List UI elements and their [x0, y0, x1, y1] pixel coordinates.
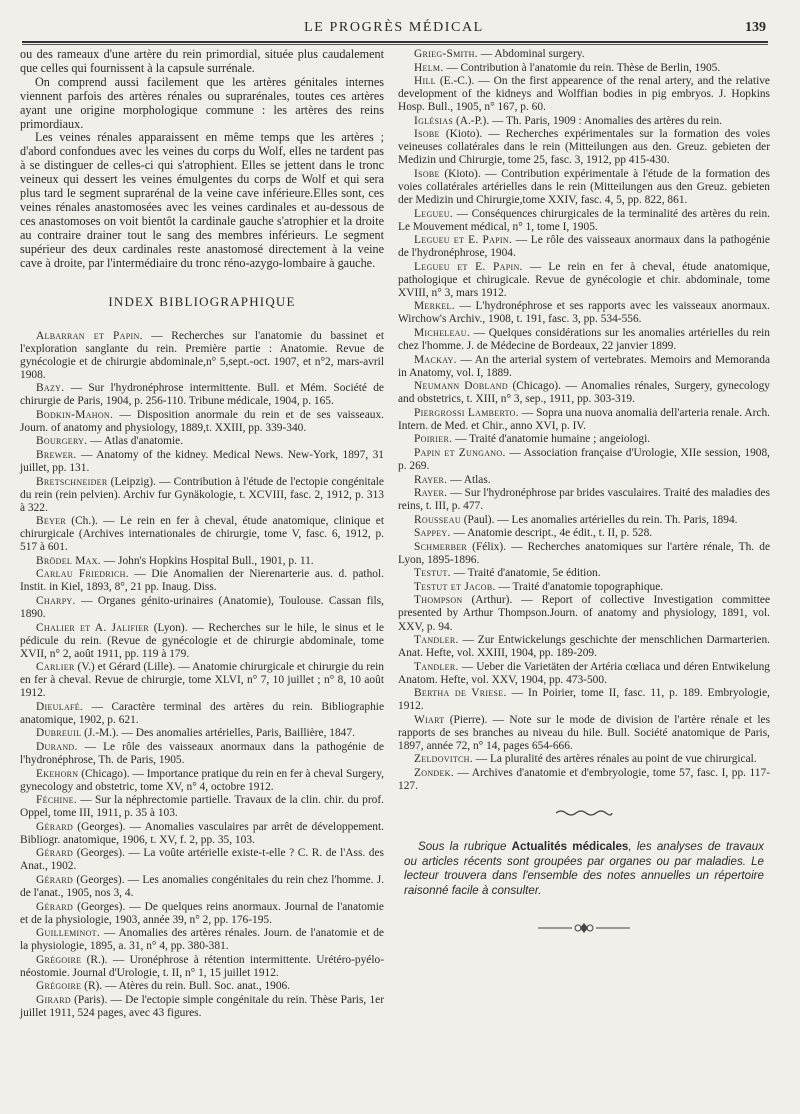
entry-author: Testut. — [414, 567, 451, 580]
entry-author: Brewer. — [36, 448, 77, 461]
bibliography-entry — [398, 75, 770, 114]
entry-text: — Le rein en fer à cheval, étude anatomique, pathologique et chirugicale. Revue de gynécologie et chir. abdominale, tome XVIII, n° 3, mars 1912. — [398, 260, 770, 299]
bibliography-entry — [398, 208, 770, 234]
bibliography-entry — [398, 753, 770, 766]
entry-text: — Anatomie descript., 4e édit., t. II, p. 528. — [450, 527, 653, 540]
entry-author: Schmerber — [414, 540, 468, 553]
bibliography-entry — [20, 874, 384, 900]
entry-author: Piergrossi Lamberto. — [414, 406, 519, 419]
bibliography-entry — [398, 261, 770, 300]
entry-text: — Caractère terminal des artères du rein. Bibliographie anatomique, 1902, p. 621. — [20, 700, 384, 726]
entry-text: — Le rôle des vaisseaux anormaux dans la pathogénie de l'hydronéphrose, 1904. — [398, 234, 770, 260]
entry-text: (V.) et Gérard (Lille). — Anatomie chirurgicale et chirurgie du rein en fer à cheval. Revue de chirurgie, tome XLVI, n° 7, 10 juillet ; n° 8, 10 août 1912. — [20, 661, 384, 700]
entry-text: — Sur l'hydronéphrose intermittente. Bull. et Mém. Société de chirurgie de Paris, 1904, p. 256-110. Tribune médicale, 1904, p. 165. — [20, 382, 384, 408]
bibliography-list-left — [20, 330, 384, 1020]
journal-title: LE PROGRÈS MÉDICAL — [304, 20, 484, 35]
bibliography-entry — [20, 449, 384, 475]
entry-text: (Arthur). — Report of collective Investigation committee presented by Arthur Thompson.Journ. of anatomy and physiology, 1891, vol. XXV, p. 94. — [398, 594, 770, 633]
bibliography-entry — [20, 794, 384, 820]
entry-author: Dubreuil — [36, 727, 82, 740]
entry-author: Sappey. — [414, 527, 451, 540]
entry-author: Micheleau. — [414, 326, 470, 339]
entry-author: Thompson — [414, 594, 463, 607]
entry-text: — Organes génito-urinaires (Anatomie), Toulouse. Cassan fils, 1890. — [20, 594, 384, 621]
entry-author: Isobe — [414, 128, 440, 141]
entry-text: (R.). — Uronéphrose à rétention intermittente. Urétéro-pyélo-néostomie. Journal d'Urologie, t. II, n° 1, 15 juillet 1912. — [20, 953, 384, 979]
bibliography-entry — [20, 515, 384, 554]
bibliography-entry — [398, 567, 770, 580]
bibliography-entry — [20, 382, 384, 408]
entry-text: (Paul). — Les anomalies artérielles du rein. Th. Paris, 1894. — [460, 513, 738, 526]
entry-text: — La pluralité des artères rénales au point de vue chirurgical. — [472, 753, 757, 766]
entry-author: Rayer. — [414, 487, 448, 500]
entry-text: — Disposition anormale du rein et de ses vaisseaux. Journ. of anatomy and physiology, 1889,t. XXIII, pp. 339-340. — [20, 408, 384, 434]
entry-author: Gérard — [36, 820, 74, 833]
bibliography-entry — [20, 980, 384, 993]
bibliography-entry — [398, 115, 770, 128]
entry-author: Legueu. — [414, 207, 454, 220]
body-paragraph: ou des rameaux d'une artère du rein primordial, située plus caudalement que celles qui fournissent à la capsule surrénale. — [20, 47, 384, 75]
entry-author: Bertha de Vriese. — [414, 687, 507, 700]
entry-text: (Chicago). — Anomalies rénales, Surgery, gynecology and obstetrics, t. XIII, n° 3, sep., 1911, pp. 303-319. — [398, 380, 770, 406]
entry-text: (Félix). — Recherches anatomiques sur l'artère rénale, Th. de Lyon, 1895-1896. — [398, 540, 770, 566]
entry-author: Beyer — [36, 515, 66, 528]
entry-text: (J.-M.). — Des anomalies artérielles, Paris, Baillière, 1847. — [81, 727, 355, 740]
entry-text: (Georges). — Les anomalies congénitales du rein chez l'homme. J. de l'anat., 1905, nos 3, 4. — [20, 873, 384, 900]
entry-text: — Traité d'anatomie, 5e édition. — [450, 567, 601, 580]
entry-author: Zondek. — [414, 767, 454, 780]
entry-author: Hill — [414, 75, 436, 88]
bibliography-entry — [20, 701, 384, 727]
entry-author: Iglésias — [414, 114, 454, 127]
entry-text: (Kioto). — Contribution expérimentale à l'étude de la formation des voies collatérales artérielles dans le rein (Mitteilungen aus den Greuz. gebieten der Medizin und Chirurgie,tome XXIV, fasc. 4, 5, pp. 822, 861. — [398, 167, 770, 207]
bibliography-entry — [20, 954, 384, 980]
note-text-after: , les analyses de travaux ou articles récents sont groupées par organes ou par maladies. Le lecteur trouvera dans l'ensemble des notes annuelles un répertoire raisonné facile à consulter. — [404, 840, 764, 897]
bibliography-entry — [398, 487, 770, 513]
entry-author: Neumann Dobland — [414, 380, 508, 393]
entry-author: Grieg-Smith. — [414, 48, 478, 60]
entry-author: Gérard — [36, 900, 74, 913]
entry-text: — Traité d'anatomie topographique. — [495, 580, 664, 593]
bibliography-entry — [20, 821, 384, 847]
entry-author: Gérard — [36, 873, 74, 886]
entry-author: Isobe — [414, 167, 440, 180]
entry-author: Legueu et E. Papin. — [414, 260, 523, 273]
bibliography-entry — [20, 741, 384, 767]
entry-author: Rousseau — [414, 513, 461, 526]
bibliography-entry — [20, 555, 384, 568]
entry-author: Grégoire — [36, 980, 82, 993]
bibliography-entry — [398, 300, 770, 326]
bibliography-entry — [398, 407, 770, 433]
entry-author: Bazy. — [36, 382, 65, 395]
entry-text: (Georges). — De quelques reins anormaux. Journal de l'anatomie et de la physiologie, 1903, année 39, n° 2, pp. 176-195. — [20, 900, 384, 926]
ornament-icon — [534, 921, 634, 935]
bibliography-entry — [20, 409, 384, 435]
entry-text: (R). — Atères du rein. Bull. Soc. anat., 1906. — [81, 980, 291, 993]
bibliography-entry — [20, 622, 384, 661]
body-paragraph: On comprend aussi facilement que les artères génitales internes viennent parfois des artères rénales ou suprarénales, toutes ces artères ayant une origine morphologique commune : les artères des reins primordiaux. — [20, 74, 384, 131]
entry-text: — Recherches sur l'anatomie du bassinet et l'exploration sanglante du rein. Première partie : Anatomie. Revue de gynécologie et de chirurgie abdominale,n° 5,sept.-oct. 1907, et n°2, mars-avril 1908. — [20, 329, 384, 381]
entry-text: — Abdominal surgery. — [477, 48, 585, 60]
bibliography-entry — [398, 474, 770, 487]
bibliography-entry — [398, 447, 770, 473]
bibliography-entry — [398, 687, 770, 713]
entry-author: Girard — [36, 993, 71, 1006]
entry-author: Grégoire — [36, 953, 82, 966]
bibliography-entry — [398, 168, 770, 207]
note-text-before: Sous la rubrique — [418, 840, 512, 854]
wavy-rule-icon — [554, 809, 614, 817]
bibliography-entry — [398, 514, 770, 527]
entry-author: Rayer. — [414, 473, 448, 486]
entry-author: Charpy. — [36, 594, 76, 607]
entry-author: Carlau Friedrich. — [36, 568, 129, 581]
bibliography-entry — [398, 48, 770, 61]
entry-text: (Ch.). — Le rein en fer à cheval, étude anatomique, clinique et chirurgicale (Archives internationales de chirurgie, tome V, fasc. 6, 1912, p. 517 à 601. — [20, 515, 384, 554]
entry-text: — In Poirier, tome II, fasc. 11, p. 189. Embryologie, 1912. — [398, 687, 770, 713]
entry-text: — Le rôle des vaisseaux anormaux dans la pathogénie de l'hydronéphrose, Th. de Paris, 1905. — [20, 741, 384, 767]
bibliography-list-right — [398, 48, 770, 793]
header-rule — [22, 41, 768, 45]
bibliography-entry — [398, 380, 770, 406]
entry-author: Bodkin-Mahon. — [36, 408, 114, 421]
entry-author: Durand. — [36, 741, 78, 753]
bibliography-entry — [20, 661, 384, 700]
entry-author: Merkel. — [414, 300, 455, 313]
bibliography-entry — [398, 541, 770, 567]
bibliography-entry — [398, 62, 770, 75]
entry-text: (Pierre). — Note sur le mode de division de l'artère rénale et les rapports de ses branches au niveau du hile. Bull. Société anatomique de Paris, 1897, année 72, n° 14, pages 654-666. — [398, 713, 770, 752]
bibliography-entry — [20, 435, 384, 448]
entry-text: — L'hydronéphrose et ses rapports avec les vaisseaux anormaux. Wirchow's Archiv., 1908, t. 191, fasc. 3, pp. 534-556. — [398, 300, 770, 326]
bibliography-entry — [398, 581, 770, 594]
bibliography-entry — [398, 661, 770, 687]
bibliography-entry — [20, 568, 384, 594]
bibliography-entry — [398, 354, 770, 380]
entry-author: Féchine. — [36, 794, 77, 807]
entry-text: — Contribution à l'anatomie du rein. Thèse de Berlin, 1905. — [443, 61, 721, 74]
bibliography-entry — [20, 330, 384, 382]
bibliography-entry — [398, 433, 770, 446]
entry-text: — Sur l'hydronéphrose par brides vasculaires. Traité des maladies des reins, t. III, p. 477. — [398, 487, 770, 513]
bibliography-entry — [398, 767, 770, 793]
entry-author: Bretschneider — [36, 475, 108, 488]
bibliography-entry — [398, 128, 770, 167]
entry-text: — Anatomy of the kidney. Medical News. New-York, 1897, 31 juillet, pp. 131. — [20, 448, 384, 475]
entry-text: (A.-P.). — Th. Paris, 1909 : Anomalies des artères du rein. — [453, 114, 723, 127]
entry-text: — Zur Entwickelungs geschichte der menschlichen Darmarterien. Anat. Hefte, vol. XXIII, 1904, pp. 189-209. — [398, 634, 770, 660]
bibliography-entry — [398, 634, 770, 660]
entry-text: (Leipzig). — Contribution à l'étude de l'ectopie congénitale du rein (rein pelvien). Archiv fur Gynäkologie, t. XCVIII, fasc. 2, 1912, p. 313 à 322. — [20, 475, 384, 514]
entry-text: — Quelques considérations sur les anomalies artérielles du rein chez l'homme. J. de Médecine de Bordeaux, 22 janvier 1899. — [398, 326, 770, 353]
bibliography-entry — [20, 768, 384, 794]
bibliography-entry — [20, 901, 384, 927]
entry-text: (Kioto). — Recherches expérimentales sur la formation des voies veineuses collatérales dans le rein (Mitteilungen aus den. Greuz. gebieten der Medizin und Chirurgie, tome 25, fasc. 3, 1912, pp 415-430. — [398, 128, 770, 167]
entry-author: Testut et Jacob. — [414, 580, 496, 593]
ornament — [398, 921, 770, 939]
entry-text: — Traité d'anatomie humaine ; angeiologi. — [452, 433, 651, 446]
entry-text: — Ueber die Varietäten der Artéria cœliaca und déren Entwikelung Anatom. Hefte, vol. XXV, 1904, pp. 473-500. — [398, 660, 770, 686]
entry-author: Poirier. — [414, 433, 453, 446]
entry-text: — Die Anomalien der Nierenarterie aus. d. pathol. Instit. in Kiel, 1893, 8°, 21 pp. Inaug. Diss. — [20, 568, 384, 594]
page-number: 139 — [745, 20, 766, 35]
bibliography-entry — [20, 994, 384, 1020]
entry-text: — John's Hopkins Hospital Bull., 1901, p. 11. — [100, 554, 314, 567]
left-column — [20, 48, 384, 1020]
entry-author: Tandler. — [414, 660, 459, 673]
entry-author: Chalier et A. Jalifier — [36, 621, 149, 634]
entry-text: (Paris). — De l'ectopie simple congénitale du rein. Thèse Paris, 1er juillet 1911, 524 pages, avec 43 figures. — [20, 993, 384, 1019]
entry-text: (E.-C.). — On the first appearence of the renal artery, and the relative development of the kidneys and Wolffian bodies in pig embryos. J. Hopkins Hosp. Bull., 1905, n° 167, p. 60. — [398, 75, 770, 114]
bibliography-entry — [20, 727, 384, 740]
entry-text: — Atlas d'anatomie. — [87, 435, 184, 448]
bibliography-entry — [20, 595, 384, 621]
entry-text: — Sur la néphrectomie partielle. Travaux de la clin. chir. du prof. Oppel, tome III, 1911, p. 35 à 103. — [20, 794, 384, 820]
entry-author: Ekehorn — [36, 767, 79, 780]
body-paragraph: Les veines rénales apparaissent en même temps que les artères ; d'abord confondues avec les veines du corps du Wolf, elles ne tardent pas à se distinguer de celles-ci qui s'atrophient. Elles se jettent dans le tronc veineux qui dessert les veines émulgentes du corps de Wolf et qui sera plus tard le segment suprarénal de la veine cave inférieure.Elles sont, ces veines rénales anastomosées avec les veines cardinales et au-dessous de ces anastomoses on voit bientôt la cardinale gauche s'atrophier et la droite au contraire drainer tout le sang des membres inférieurs. Le segment supérieur des deux cardinales reste anastomosé directement à la veine cave à droite, par l'intermédiaire du tronc réno-azygo-lombaire à gauche. — [20, 130, 384, 270]
entry-text: — Archives d'anatomie et d'embryologie, tome 57, fasc. I, pp. 117-127. — [398, 767, 770, 793]
entry-author: Bourgery. — [36, 435, 88, 448]
entry-text: — Association française d'Urologie, XIIe session, 1908, p. 269. — [398, 446, 770, 472]
bibliography-entry — [20, 927, 384, 953]
entry-text: — Atlas. — [447, 473, 491, 486]
entry-text: — An the arterial system of vertebrates. Memoirs and Memoranda in Anatomy, vol. I, 1889. — [398, 353, 770, 379]
bibliography-entry — [398, 594, 770, 633]
right-column — [398, 48, 770, 939]
bibliography-entry — [398, 234, 770, 260]
bibliography-entry — [20, 476, 384, 515]
bibliography-entry — [20, 847, 384, 873]
entry-author: Brödel Max. — [36, 554, 101, 567]
index-title: INDEX BIBLIOGRAPHIQUE — [108, 293, 296, 309]
entry-author: Guilleminot. — [36, 927, 100, 940]
section-separator — [398, 807, 770, 820]
entry-text: — Anomalies des artères rénales. Journ. de l'anatomie et de la physiologie, 1895, a. 31, n° 4, pp. 380-381. — [20, 927, 384, 953]
entry-author: Legueu et E. Papin. — [414, 234, 513, 247]
entry-author: Papin et Zungano. — [414, 446, 506, 459]
entry-author: Mackay. — [414, 353, 457, 366]
entry-text: — Sopra una nuova anomalia dell'arteria renale. Arch. Intern. de Med. et Chir., anno XVI, p. IV. — [398, 406, 770, 432]
entry-author: Gérard — [36, 847, 74, 860]
editorial-note — [404, 840, 764, 898]
entry-author: Dieulafé. — [36, 700, 84, 713]
entry-text: (Georges). — La voûte artérielle existe-t-elle ? C. R. de l'Ass. des Anat., 1902. — [20, 847, 384, 873]
entry-author: Wiart — [414, 713, 445, 726]
entry-text: (Chicago). — Importance pratique du rein en fer à cheval Surgery, gynecology and obstetric, tome XV, n° 4, octobre 1912. — [20, 767, 384, 793]
bibliography-entry — [398, 714, 770, 753]
entry-author: Albarran et Papin. — [36, 329, 143, 342]
entry-text: (Lyon). — Recherches sur le hile, le sinus et le pédicule du rein. (Revue de gynécologie et de chirurgie abdominale, tome XVII, n° 2, août 1911, pp. 119 à 179. — [20, 621, 384, 660]
entry-author: Zeldovitch. — [414, 753, 473, 766]
bibliography-entry — [398, 327, 770, 353]
running-header — [22, 14, 766, 36]
entry-text: — Conséquences chirurgicales de la terminalité des artères du rein. Le Mouvement médical, n° 1, tome I, 1905. — [398, 207, 770, 233]
entry-author: Helm. — [414, 61, 444, 74]
entry-text: (Georges). — Anomalies vasculaires par arrêt de développement. Bibliogr. anatomique, 1906, t. XV, f. 2, pp. 35, 103. — [20, 820, 384, 846]
note-rubric: Actualités médicales — [511, 840, 629, 854]
entry-author: Tandler. — [414, 634, 459, 647]
entry-author: Carlier — [36, 661, 75, 674]
bibliography-entry — [398, 527, 770, 540]
